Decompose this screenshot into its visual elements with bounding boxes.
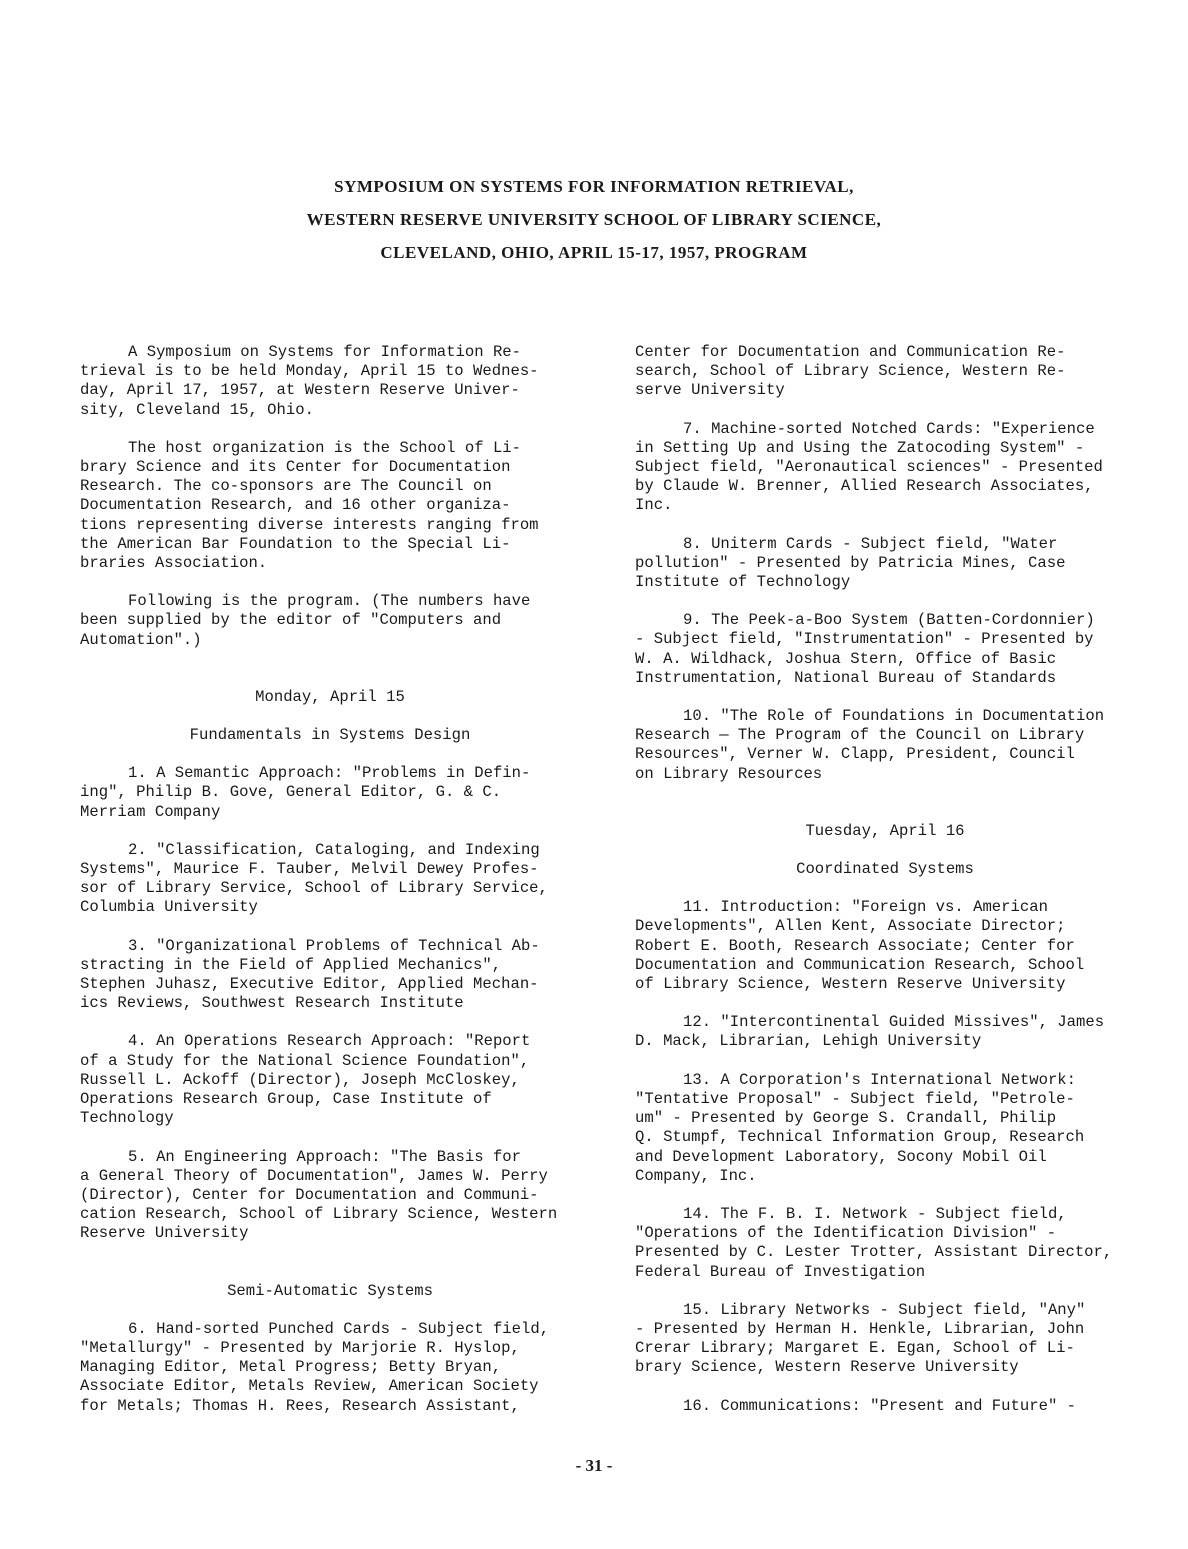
title-line-3: CLEVELAND, OHIO, APRIL 15-17, 1957, PROGRAM — [380, 243, 808, 262]
document-title — [0, 170, 1188, 269]
program-item-5: 5. An Engineering Approach: "The Basis for a General Theory of Documentation", James W. Perry (Director), Center for Documentation and Communi- cation Research, School of Library Science, Western Reserve University — [80, 1147, 558, 1243]
day-heading-monday: Monday, April 15 — [255, 687, 405, 706]
program-item-9: 9. The Peek-a-Boo System (Batten-Cordonnier) - Subject field, "Instrumentation" - Presented by W. A. Wildhack, Joshua Stern, Office of Basic Instrumentation, National Bureau of Standards — [635, 611, 1095, 687]
program-item-10: 10. "The Role of Foundations in Documentation Research — The Program of the Council on Library Resources", Verner W. Clapp, President, Council on Library Resources — [635, 707, 1105, 783]
program-item-3: 3. "Organizational Problems of Technical Ab- stracting in the Field of Applied Mechanics", Stephen Juhasz, Executive Editor, Applied Mechan- ics Reviews, Southwest Research Institute — [80, 936, 540, 1013]
intro-paragraph-3: Following is the program. (The numbers have been supplied by the editor of "Computers and Automation".) — [80, 592, 531, 649]
section-heading-coordinated: Coordinated Systems — [796, 860, 974, 879]
intro-paragraph-1: A Symposium on Systems for Information Re- trieval is to be held Monday, April 15 to Wednes- day, April 17, 1957, at Western Reserve Univer- sity, Cleveland 15, Ohio. — [80, 343, 539, 419]
intro-paragraph-2: The host organization is the School of Li- brary Science and its Center for Documentation Research. The co-sponsors are The Council on Documentation Research, and 16 other organiza- tions representing diverse interests ranging from the American Bar Foundation to the Special Li- braries Association. — [80, 438, 539, 573]
left-column — [80, 343, 580, 1435]
program-item-13: 13. A Corporation's International Network: "Tentative Proposal" - Subject field, "Petrole- um" - Presented by George S. Crandall, Philip Q. Stumpf, Technical Information Group, Research and Development Laboratory, Socony Mobil Oil Company, Inc. — [635, 1070, 1085, 1185]
title-line-1: SYMPOSIUM ON SYSTEMS FOR INFORMATION RETRIEVAL, — [334, 177, 854, 196]
program-item-12: 12. "Intercontinental Guided Missives", James D. Mack, Librarian, Lehigh University — [635, 1013, 1105, 1051]
program-item-6: 6. Hand-sorted Punched Cards - Subject field, "Metallurgy" - Presented by Marjorie R. Hyslop, Managing Editor, Metal Progress; Betty Bryan, Associate Editor, Metals Review, American Society for Metals; Thomas H. Rees, Research Assistant, — [80, 1319, 550, 1415]
program-item-14: 14. The F. B. I. Network - Subject field, "Operations of the Identification Division" - Presented by C. Lester Trotter, Assistant Director, Federal Bureau of Investigation — [635, 1204, 1113, 1281]
day-heading-tuesday: Tuesday, April 16 — [805, 821, 965, 840]
page-number: - 31 - — [575, 1456, 613, 1475]
title-line-2: WESTERN RESERVE UNIVERSITY SCHOOL OF LIBRARY SCIENCE, — [306, 210, 882, 229]
right-column — [635, 343, 1135, 1435]
program-item-4: 4. An Operations Research Approach: "Report of a Study for the National Science Foundation", Russell L. Ackoff (Director), Joseph McCloskey, Operations Research Group, Case Institute of Technology — [80, 1032, 531, 1128]
program-item-16: 16. Communications: "Present and Future" - — [683, 1396, 1077, 1415]
section-heading-fundamentals: Fundamentals in Systems Design — [189, 726, 471, 745]
program-item-6-continued: Center for Documentation and Communication Re- search, School of Library Science, Western Re- serve University — [635, 343, 1066, 400]
program-item-11: 11. Introduction: "Foreign vs. American Developments", Allen Kent, Associate Director; Robert E. Booth, Research Associate; Center for Documentation and Communication Research, School of Library Science, Western Reserve University — [635, 898, 1085, 994]
program-item-8: 8. Uniterm Cards - Subject field, "Water pollution" - Presented by Patricia Mines, Case Institute of Technology — [635, 534, 1066, 592]
program-item-1: 1. A Semantic Approach: "Problems in Defin- ing", Philip B. Gove, General Editor, G. & C. Merriam Company — [80, 764, 531, 821]
program-item-7: 7. Machine-sorted Notched Cards: "Experience in Setting Up and Using the Zatocoding System" - Subject field, "Aeronautical sciences" - Presented by Claude W. Brenner, Allied Research Associates, Inc. — [635, 419, 1103, 515]
section-heading-semi-automatic: Semi-Automatic Systems — [227, 1281, 433, 1300]
program-item-2: 2. "Classification, Cataloging, and Indexing Systems", Maurice F. Tauber, Melvil Dewey Profes- sor of Library Service, School of Library Service, Columbia University — [80, 840, 548, 917]
program-item-15: 15. Library Networks - Subject field, "Any" - Presented by Herman H. Henkle, Librarian, John Crerar Library; Margaret E. Egan, School of Li- brary Science, Western Reserve University — [635, 1300, 1086, 1377]
